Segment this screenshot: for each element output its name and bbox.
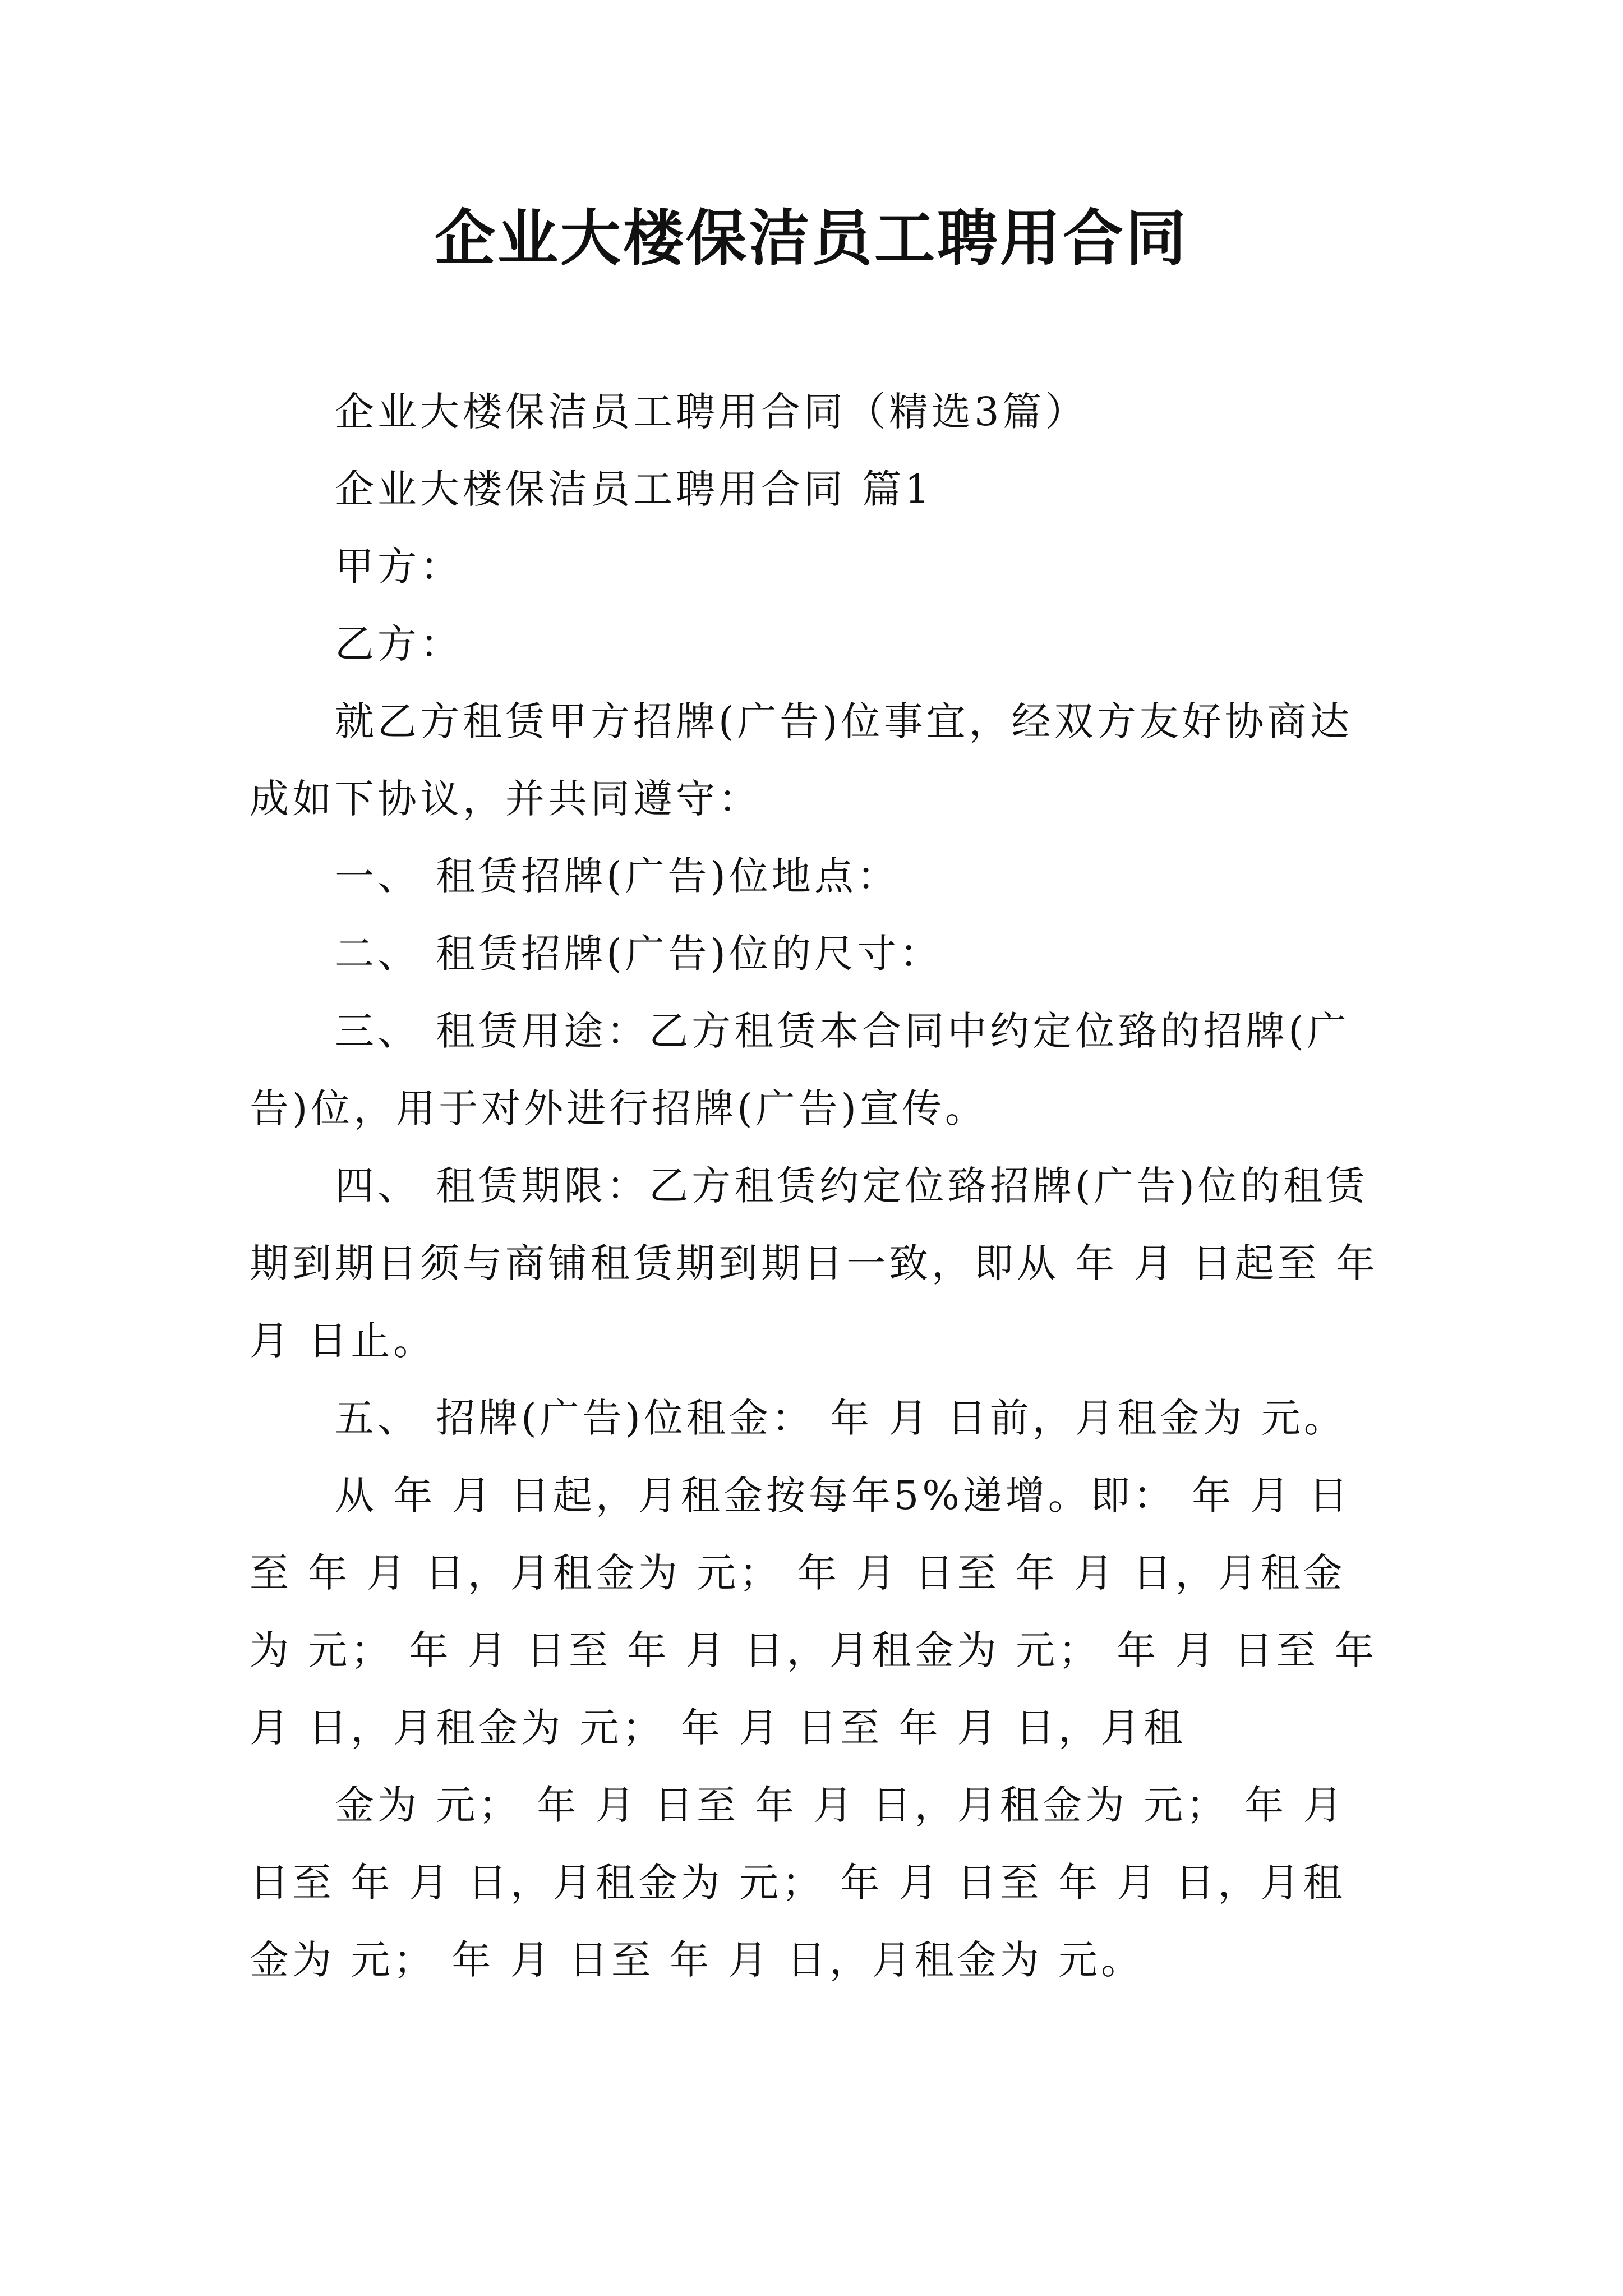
paragraph-rent-schedule-2: 金为 元； 年 月 日至 年 月 日，月租金为 元； 年 月 日至 年 月 日，月租金为 元； 年 月 日至 年 月 日，月租金为 元； 年 月 日至 年 月 日，月租金为 元。 [250,1782,1346,1983]
paragraph-clause-4: 四、 租赁期限：乙方租赁约定位臵招牌(广告)位的租赁期到期日须与商铺租赁期到期日一致，即从 年 月 日起至 年 月 日止。 [250,1163,1379,1364]
paragraph-clause-1: 一、 租赁招牌(广告)位地点： [335,853,900,899]
paragraph-clause-3: 三、 租赁用途：乙方租赁本合同中约定位臵的招牌(广告)位，用于对外进行招牌(广告)宣传。 [250,1008,1350,1131]
paragraph-section-heading: 企业大楼保洁员工聘用合同 篇1 [335,466,933,512]
paragraph-party-b: 乙方： [335,621,463,667]
paragraph-preamble: 就乙方租赁甲方招牌(广告)位事宜，经双方友好协商达成如下协议，并共同遵守： [250,698,1353,822]
document-body [250,373,1380,1999]
paragraph-clause-5: 五、 招牌(广告)位租金： 年 月 日前，月租金为 元。 [335,1395,1347,1441]
paragraph-clause-2: 二、 租赁招牌(广告)位的尺寸： [335,931,942,977]
document-title: 企业大楼保洁员工聘用合同 [434,203,1188,274]
paragraph-rent-schedule-1: 从 年 月 日起，月租金按每年5%递增。即： 年 月 日至 年 月 日，月租金为 元； 年 月 日至 年 月 日，月租金为 元； 年 月 日至 年 月 日，月租金为 元； 年 月 日至 年 月 日，月租金为 元； 年 月 日至 年 月 日，月租 [250,1473,1378,1751]
paragraph-subtitle: 企业大楼保洁员工聘用合同（精选3篇） [335,389,1088,435]
paragraph-party-a: 甲方： [335,544,463,590]
